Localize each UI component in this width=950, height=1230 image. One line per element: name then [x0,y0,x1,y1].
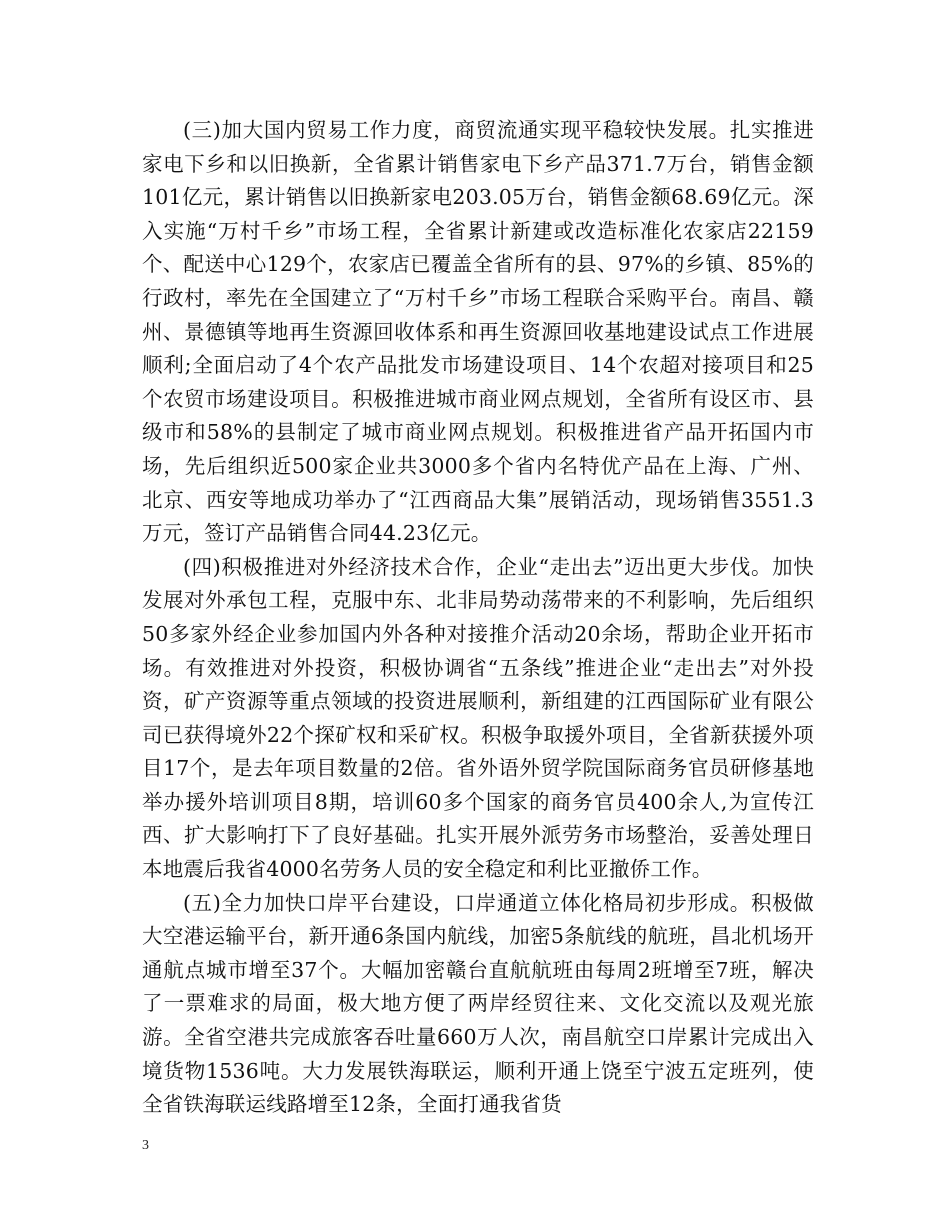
document-body [142,114,814,1122]
paragraph-domestic-trade: (三)加大国内贸易工作力度，商贸流通实现平稳较快发展。扎实推进家电下乡和以旧换新，全省累计销售家电下乡产品371.7万台，销售金额101亿元，累计销售以旧换新家电203.05万台，销售金额68.69亿元。深入实施“万村千乡”市场工程，全省累计新建或改造标准化农家店22159个、配送中心129个，农家店已覆盖全省所有的县、97%的乡镇、85%的行政村，率先在全国建立了“万村千乡”市场工程联合采购平台。南昌、赣州、景德镇等地再生资源回收体系和再生资源回收基地建设试点工作进展顺利;全面启动了4个农产品批发市场建设项目、14个农超对接项目和25个农贸市场建设项目。积极推进城市商业网点规划，全省所有设区市、县级市和58%的县制定了城市商业网点规划。积极推进省产品开拓国内市场，先后组织近500家企业共3000多个省内名特优产品在上海、广州、北京、西安等地成功举办了“江西商品大集”展销活动，现场销售3551.3万元，签订产品销售合同44.23亿元。 [142,118,814,546]
paragraph-foreign-cooperation: (四)积极推进对外经济技术合作，企业“走出去”迈出更大步伐。加快发展对外承包工程，克服中东、北非局势动荡带来的不利影响，先后组织50多家外经企业参加国内外各种对接推介活动20余场，帮助企业开拓市场。有效推进对外投资，积极协调省“五条线”推进企业“走出去”对外投资，矿产资源等重点领域的投资进展顺利，新组建的江西国际矿业有限公司已获得境外22个探矿权和采矿权。积极争取援外项目，全省新获援外项目17个，是去年项目数量的2倍。省外语外贸学院国际商务官员研修基地举办援外培训项目8期，培训60多个国家的商务官员400余人,为宣传江西、扩大影响打下了良好基础。扎实开展外派劳务市场整治，妥善处理日本地震后我省4000名劳务人员的安全稳定和利比亚撤侨工作。 [142,554,814,882]
page-number: 3 [142,1138,149,1153]
paragraph-port-platform: (五)全力加快口岸平台建设，口岸通道立体化格局初步形成。积极做大空港运输平台，新开通6条国内航线，加密5条航线的航班，昌北机场开通航点城市增至37个。大幅加密赣台直航航班由每周2班增至7班，解决了一票难求的局面，极大地方便了两岸经贸往来、文化交流以及观光旅游。全省空港共完成旅客吞吐量660万人次，南昌航空口岸累计完成出入境货物1536吨。大力发展铁海联运，顺利开通上饶至宁波五定班列，使全省铁海联运线路增至12条，全面打通我省货 [142,890,814,1117]
